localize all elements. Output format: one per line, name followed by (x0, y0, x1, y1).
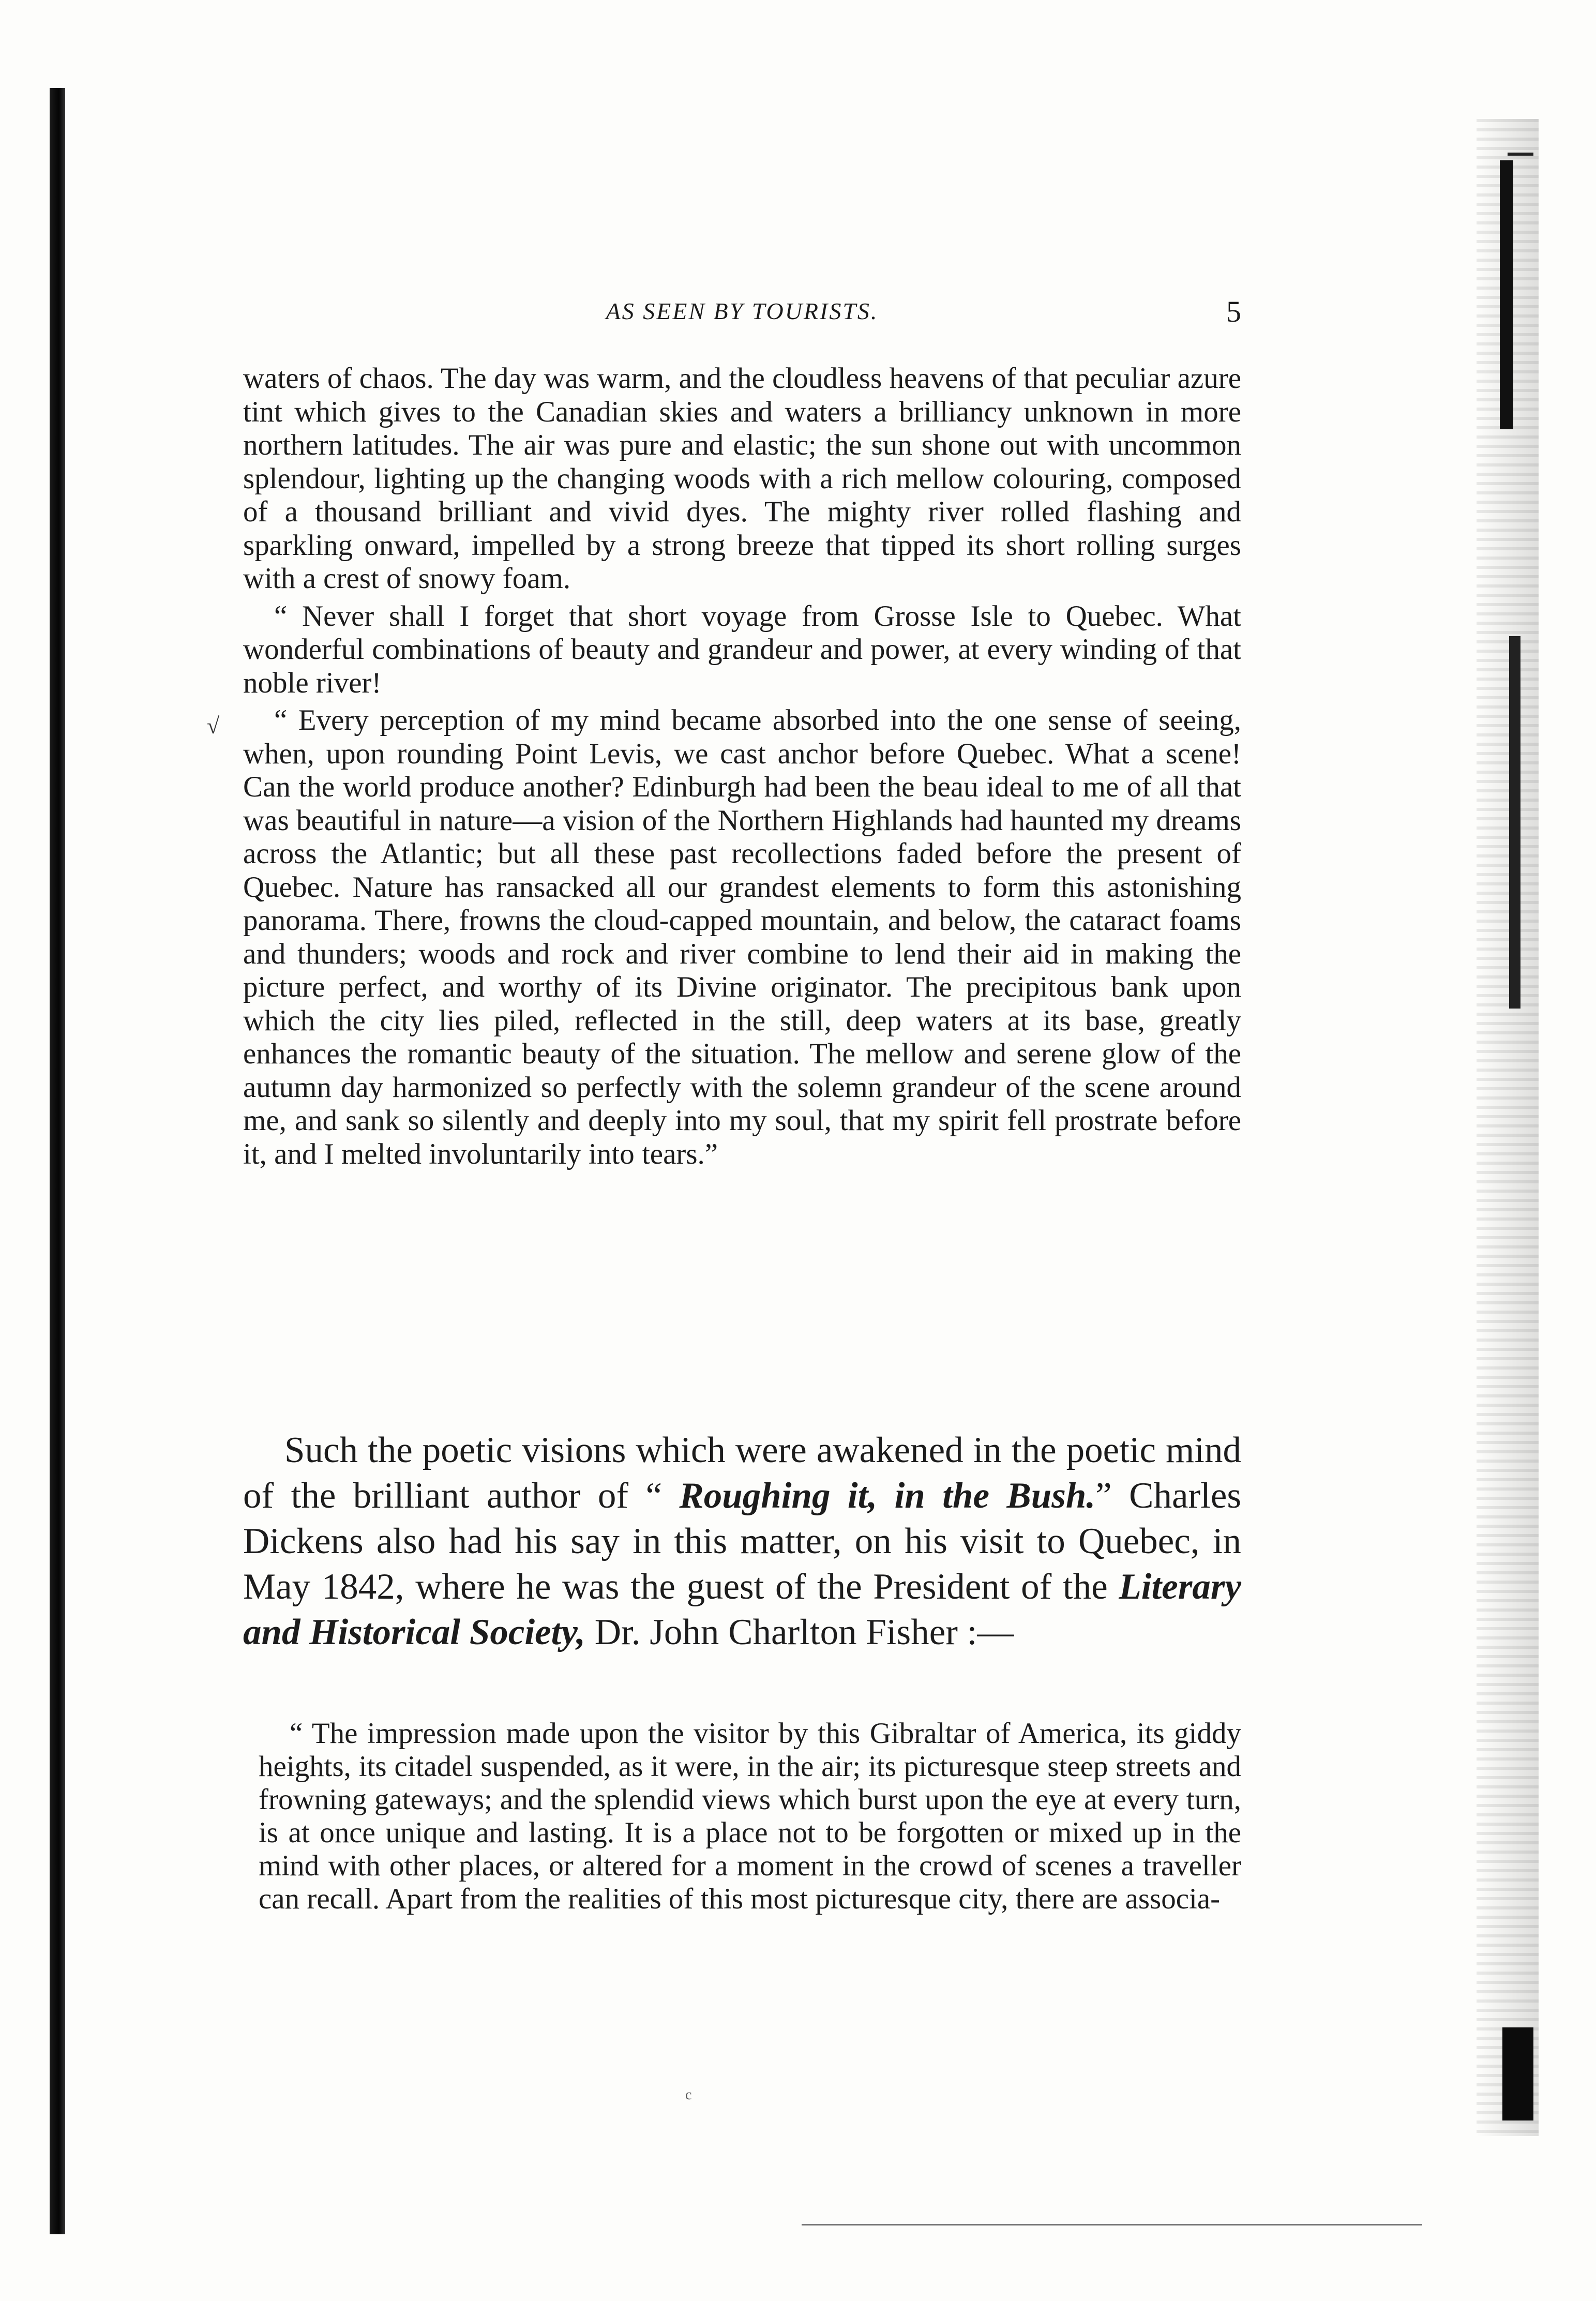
paragraph: “ The impression made upon the visitor by this Gibraltar of America, its giddy heights, its citadel suspended, as it were, in the air; its picturesque steep streets and frowning gateways; and the splendid views which burst upon the eye at every turn, is at once unique and lasting. It is a place not to be forgotten or mixed up in the mind with other places, or altered for a moment in the crowd of scenes a traveller can recall. Apart from the realities of this most picturesque city, there are associa- (259, 1717, 1241, 1915)
binding-shadow (50, 88, 65, 2234)
page-header (243, 297, 1241, 334)
quoted-passage (259, 1717, 1241, 1916)
text-run: Dr. John Charlton Fisher :— (585, 1612, 1014, 1652)
running-head: AS SEEN BY TOURISTS. (606, 298, 879, 324)
folio-mark: c (685, 2087, 692, 2103)
paragraph: waters of chaos. The day was warm, and the cloudless heavens of that peculiar azure tint which gives to the Canadian skies and waters a brilliancy unknown in more northern latitudes. The air was pure and elastic; the sun shone out with uncommon splendour, lighting up the changing woods with a rich mellow colouring, composed of a thousand brilliant and vivid dyes. The mighty river rolled flashing and sparkling onward, impelled by a strong breeze that tipped its short rolling surges with a crest of snowy foam. (243, 362, 1241, 595)
margin-mark: √ (207, 713, 220, 739)
quoted-passage (243, 362, 1241, 1171)
paragraph (243, 1427, 1241, 1655)
text-run: Such the poetic visions which were awakened in the poetic mind of the brilliant author of “ (243, 1430, 1241, 1516)
paragraph: “ Every perception of my mind became absorbed into the one sense of seeing, when, upon rounding Point Levis, we cast anchor before Quebec. What a scene! Can the world produce another? Edinburgh had been the beau ideal to me of all that was beautiful in nature—a vision of the Northern Highlands had haunted my dreams across the Atlantic; but all these past recollections faded before the present of Quebec. Nature has ransacked all our grandest elements to form this astonishing panorama. There, frowns the cloud-capped mountain, and below, the cataract foams and thunders; woods and rock and river combine to lend their aid in making the picture perfect, and worthy of its Divine originator. The precipitous bank upon which the city lies piled, reflected in the still, deep waters at its base, greatly enhances the romantic beauty of the situation. The mellow and serene glow of the autumn day harmonized so perfectly with the solemn grandeur of the scene around me, and sank so silently and deeply into my soul, that my spirit fell prostrate before it, and I melted involuntarily into tears.” (243, 704, 1241, 1170)
page-number: 5 (1226, 295, 1241, 328)
society-name: Literary and Historical Society, (243, 1567, 1241, 1652)
main-paragraph (243, 1427, 1241, 1655)
page-edge-mark (1508, 153, 1533, 156)
book-title: Roughing it, in the Bush. (679, 1476, 1096, 1516)
paragraph: “ Never shall I forget that short voyage from Grosse Isle to Quebec. What wonderful combinations of beauty and grandeur and power, at every winding of that noble river! (243, 599, 1241, 699)
text-run: ” Charles Dickens also had his say in this matter, on his visit to Quebec, in May 1842, where he was the guest of the President of the (243, 1476, 1241, 1607)
page-edge-mark (1502, 2027, 1533, 2120)
page-edge-mark (1509, 636, 1520, 1009)
page-edge-mark (1500, 160, 1513, 429)
bottom-rule (802, 2224, 1422, 2225)
